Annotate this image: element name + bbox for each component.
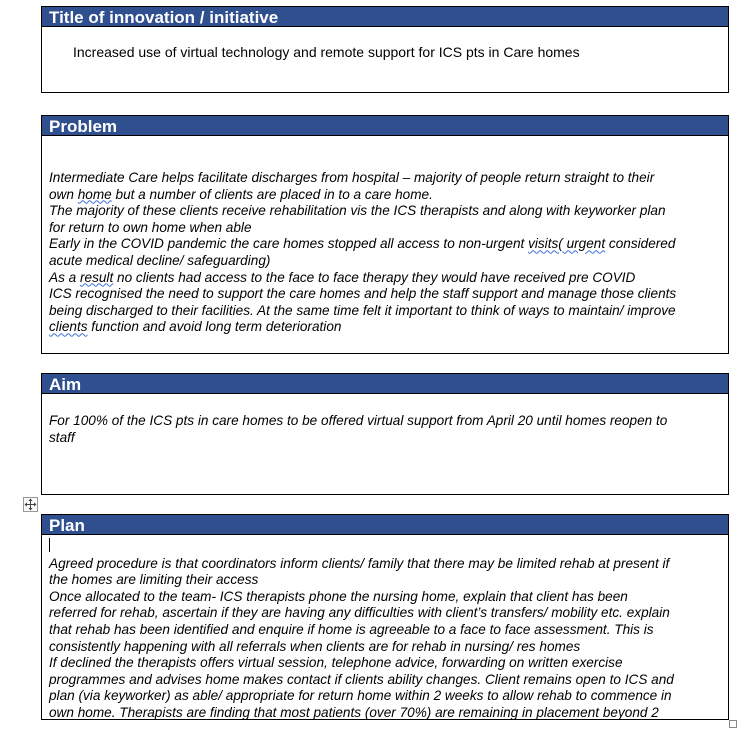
spellcheck-underlined-word: clients bbox=[49, 319, 88, 335]
aim-line: staff bbox=[49, 429, 75, 445]
title-box[interactable] bbox=[41, 27, 729, 93]
plan-line: the homes are limiting their access bbox=[49, 572, 259, 588]
plan-line: plan (via keyworker) as able/ appropriate for return home within 2 weeks to allow rehab to commence in bbox=[49, 688, 672, 704]
plan-line: referred for rehab, ascertain if they are having any difficulties with client’s transfers/ mobility etc. explain bbox=[49, 605, 670, 621]
text-span: function and avoid long term deterioration bbox=[87, 319, 342, 335]
plan-box[interactable] bbox=[41, 535, 729, 720]
problem-line bbox=[49, 236, 722, 253]
problem-section bbox=[41, 115, 727, 354]
spellcheck-underlined-word: result bbox=[79, 269, 114, 285]
problem-box[interactable] bbox=[41, 136, 729, 354]
problem-line: Intermediate Care helps facilitate discharges from hospital – majority of people return straight to their bbox=[49, 170, 655, 185]
text-span: As a bbox=[49, 269, 80, 285]
aim-box[interactable] bbox=[41, 394, 729, 495]
plan-line: that rehab has been identified and enquire if home is agreeable to a face to face assessment. This is bbox=[49, 621, 654, 637]
plan-line: own home. Therapists are finding that most patients (over 70%) are remaining in placement beyond 2 bbox=[49, 704, 659, 720]
spellcheck-underlined-word: home bbox=[77, 186, 112, 202]
problem-line: being discharged to their facilities. At the same time felt it important to think of ways to maintain/ improve bbox=[49, 302, 676, 318]
plan-line: Agreed procedure is that coordinators inform clients/ family that there may be limited rehab at present if bbox=[49, 555, 670, 571]
problem-line: for return to own home when able bbox=[49, 219, 252, 235]
plan-line: If declined the therapists offers virtual session, telephone advice, forwarding on written exercise bbox=[49, 655, 623, 671]
title-section bbox=[41, 6, 727, 93]
problem-line: The majority of these clients receive rehabilitation vis the ICS therapists and along with keyworker plan bbox=[49, 203, 666, 219]
text-span: but a number of clients are placed in to a care home. bbox=[111, 186, 433, 202]
problem-line bbox=[49, 270, 722, 287]
aim-section bbox=[41, 373, 727, 495]
plan-header: Plan bbox=[41, 514, 729, 535]
move-arrows-icon bbox=[24, 498, 37, 511]
problem-header: Problem bbox=[41, 115, 729, 136]
title-header: Title of innovation / initiative bbox=[41, 6, 729, 27]
resize-handle-icon[interactable] bbox=[729, 720, 737, 728]
aim-header: Aim bbox=[41, 373, 729, 394]
problem-line: acute medical decline/ safeguarding) bbox=[49, 252, 271, 268]
problem-line bbox=[49, 319, 722, 336]
move-arrows-icon[interactable] bbox=[23, 497, 38, 512]
spellcheck-underlined-word: visits( urgent bbox=[528, 236, 606, 252]
plan-line: programmes and advises home makes contact if clients ability changes. Client remains open to ICS and bbox=[49, 671, 674, 687]
text-span: no clients had access to the face to face therapy they would have received pre COVID bbox=[113, 269, 636, 285]
plan-line: Once allocated to the team- ICS therapists phone the nursing home, explain that client has been bbox=[49, 588, 628, 604]
problem-line: ICS recognised the need to support the care homes and help the staff support and manage those clients bbox=[49, 286, 677, 302]
text-cursor bbox=[49, 538, 722, 556]
plan-line: consistently happening with all referrals when clients are for rehab in nursing/ res homes bbox=[49, 638, 581, 654]
title-text: Increased use of virtual technology and remote support for ICS pts in Care homes bbox=[73, 44, 580, 60]
text-span: Early in the COVID pandemic the care homes stopped all access to non-urgent bbox=[49, 236, 529, 252]
text-caret bbox=[49, 538, 50, 552]
text-span: considered bbox=[605, 236, 676, 252]
aim-line: For 100% of the ICS pts in care homes to be offered virtual support from April 20 until homes reopen to bbox=[49, 413, 668, 428]
text-span: own bbox=[49, 186, 78, 202]
problem-line bbox=[49, 187, 722, 204]
plan-section bbox=[41, 514, 727, 720]
